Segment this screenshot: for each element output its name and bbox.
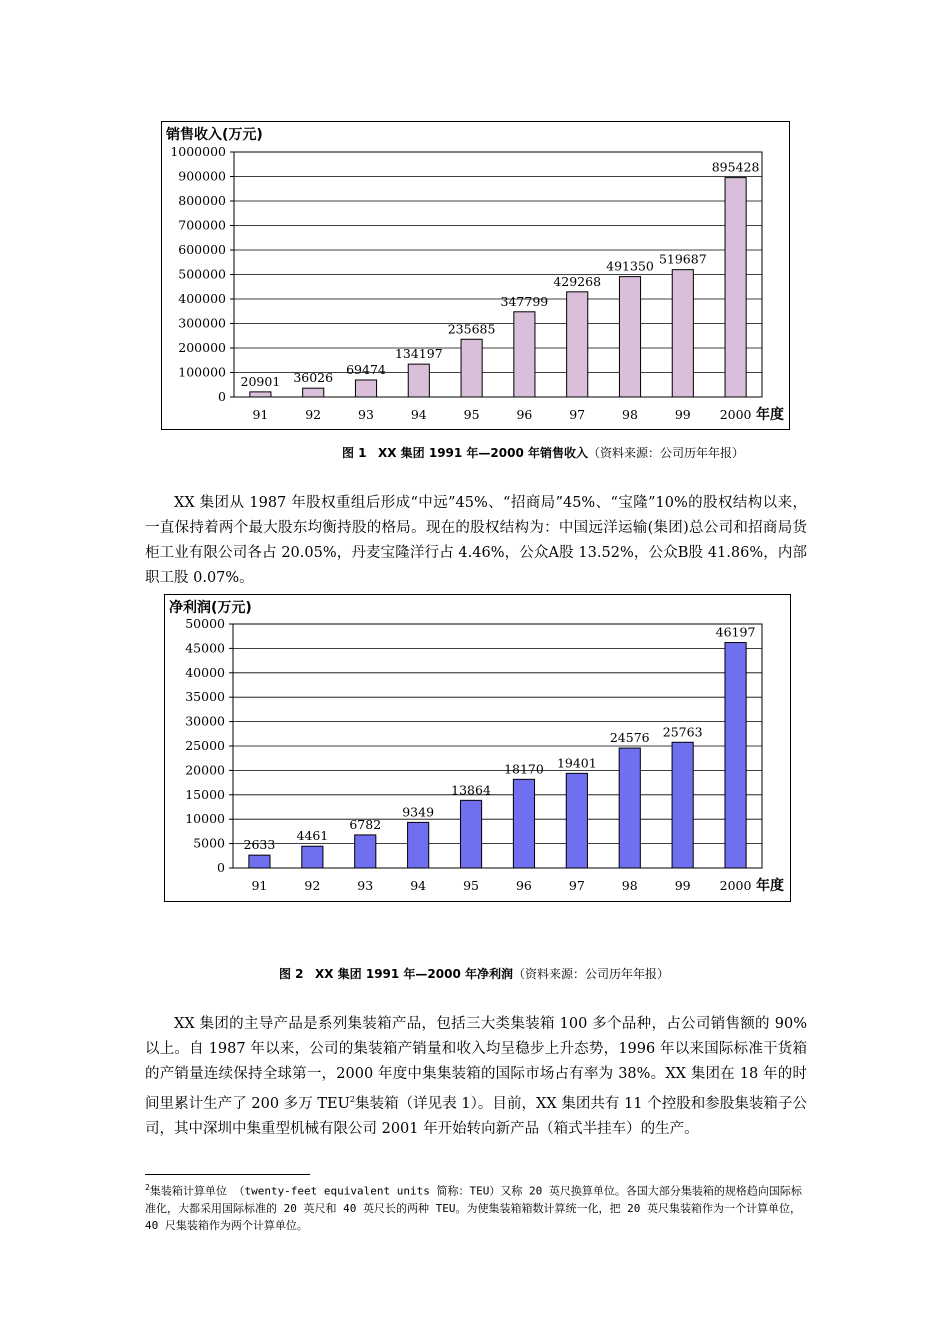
sales-chart-x-tick-label: 99: [674, 407, 691, 422]
sales-chart-bar: [514, 312, 535, 397]
sales-chart-y-tick-label: 100000: [178, 364, 226, 380]
profit-chart-x-tick-label: 2000: [719, 878, 752, 893]
profit-chart-bar: [672, 742, 693, 868]
profit-chart-data-label: 13864: [451, 782, 491, 798]
sales-chart-data-label: 69474: [346, 361, 386, 377]
profit-chart-x-tick-label: 98: [621, 878, 638, 893]
profit-chart-x-tick-label: 91: [251, 878, 268, 893]
profit-chart-data-label: 25763: [662, 724, 703, 740]
footnote-text: 集装箱计算单位 （twenty-feet equivalent units 简称：TEU）又称 20 英尺换算单位。各国大部分集装箱的规格趋向国际标准化，大都采用国际标准的 20 英尺和 40 英尺长的两种 TEU。为使集装箱箱数计算统一化，把 20 英尺集装箱作为一个计算单位，40 尺集装箱作为两个计算单位。: [145, 1184, 802, 1232]
sales-chart-x-tick-label: 95: [463, 407, 480, 422]
net-profit-chart: [164, 594, 791, 902]
footnote-divider: [145, 1174, 310, 1175]
sales-chart-data-label: 491350: [606, 258, 654, 274]
profit-chart-x-tick-label: 95: [463, 878, 480, 893]
profit-chart-data-label: 46197: [715, 624, 756, 640]
sales-chart-x-tick-label: 92: [305, 407, 322, 422]
profit-chart-data-label: 2633: [243, 837, 276, 853]
profit-chart-y-tick-label: 35000: [185, 689, 225, 705]
profit-chart-data-label: 4461: [296, 828, 329, 844]
paragraph-products-part-a: XX 集团的主导产品是系列集装箱产品，包括三大类集装箱 100 多个品种，占公司销售额的 90%以上。自 1987 年以来，公司的集装箱产销量和收入均呈稳步上升态势，1996 年以来国际标准干货箱的产销量连续保持全球第一，2000 年度中集集装箱的国际市场占有率为 38%。XX 集团在 18 年的时间里累计生产了 200 多万 TEU: [145, 1016, 807, 1112]
paragraph-products-part-b: 集装箱（详见表 1）。目前，XX 集团共有 11 个控股和参股集装箱子公司，其中深圳中集重型机械有限公司 2001 年开始转向新产品（箱式半挂车）的生产。: [145, 1095, 807, 1137]
sales-chart-y-axis-label: 销售收入(万元): [166, 127, 263, 143]
profit-chart-data-label: 6782: [349, 816, 382, 832]
sales-chart-x-axis-label: 年度: [756, 407, 784, 423]
sales-chart-x-tick-label: 91: [252, 407, 269, 422]
sales-chart-y-tick-label: 0: [218, 389, 226, 404]
figure-1-caption: [342, 444, 744, 461]
sales-chart-bar: [250, 392, 271, 397]
figure-1-number: 图 1: [342, 446, 367, 460]
profit-chart-x-tick-label: 97: [568, 878, 585, 893]
profit-chart-y-tick-label: 0: [217, 860, 225, 875]
profit-chart-bar: [566, 773, 587, 868]
profit-chart-x-tick-label: 96: [515, 878, 532, 893]
profit-chart-y-tick-label: 30000: [185, 713, 225, 729]
paragraph-ownership: [145, 491, 807, 591]
profit-chart-data-label: 19401: [556, 755, 597, 771]
profit-chart-bar: [355, 835, 376, 868]
profit-chart-bar: [513, 779, 534, 868]
paragraph-ownership-text: XX 集团从 1987 年股权重组后形成“中远”45%、“招商局”45%、“宝隆”10%的股权结构以来，一直保持着两个最大股东均衡持股的格局。现在的股权结构为：中国远洋运输(集团)总公司和招商局货柜工业有限公司各占 20.05%，丹麦宝隆洋行占 4.46%，公众A股 13.52%，公众B股 41.86%，内部职工股 0.07%。: [145, 495, 807, 586]
sales-chart-y-tick-label: 300000: [178, 315, 226, 331]
figure-1-source: （资料来源：公司历年年报）: [588, 446, 745, 460]
profit-chart-x-tick-label: 93: [357, 878, 374, 893]
profit-chart-x-tick-label: 99: [674, 878, 691, 893]
footnote: [145, 1179, 807, 1234]
sales-chart-y-tick-label: 200000: [178, 340, 226, 355]
profit-chart-data-label: 9349: [402, 804, 435, 820]
sales-revenue-chart: [161, 121, 790, 430]
sales-revenue-chart-svg: [162, 122, 789, 429]
footnote-marker: 2: [145, 1183, 150, 1192]
sales-chart-data-label: 519687: [658, 251, 707, 267]
profit-chart-bar: [249, 855, 270, 868]
sales-chart-data-label: 235685: [447, 321, 496, 337]
sales-chart-data-label: 134197: [394, 346, 443, 362]
sales-chart-x-tick-label: 94: [410, 407, 427, 422]
sales-chart-y-tick-label: 400000: [178, 291, 226, 306]
figure-1-title: XX 集团 1991 年—2000 年销售收入: [377, 446, 588, 460]
profit-chart-y-tick-label: 25000: [185, 738, 225, 753]
sales-chart-y-tick-label: 900000: [178, 168, 226, 184]
sales-chart-bar: [461, 339, 482, 397]
profit-chart-y-axis-label: 净利润(万元): [169, 600, 252, 616]
sales-chart-data-label: 20901: [240, 373, 281, 389]
profit-chart-bar: [460, 800, 481, 868]
figure-2-title: XX 集团 1991 年—2000 年净利润: [314, 967, 513, 981]
profit-chart-x-tick-label: 92: [304, 878, 321, 893]
sales-chart-bar: [355, 380, 376, 397]
profit-chart-bar: [408, 822, 429, 868]
sales-chart-y-tick-label: 700000: [178, 217, 226, 233]
sales-chart-data-label: 347799: [500, 293, 549, 309]
profit-chart-bar: [619, 748, 640, 868]
sales-chart-y-tick-label: 500000: [178, 266, 226, 282]
sales-chart-bar: [619, 277, 640, 397]
profit-chart-y-tick-label: 20000: [185, 762, 225, 778]
sales-chart-x-tick-label: 97: [569, 407, 586, 422]
sales-chart-bar: [303, 388, 324, 397]
sales-chart-bar: [725, 178, 746, 397]
profit-chart-data-label: 24576: [609, 730, 650, 746]
sales-chart-bar: [567, 292, 588, 397]
profit-chart-x-axis-label: 年度: [756, 878, 784, 894]
sales-chart-data-label: 429268: [553, 273, 602, 289]
sales-chart-y-tick-label: 800000: [178, 193, 226, 208]
profit-chart-y-tick-label: 10000: [185, 811, 225, 827]
sales-chart-x-tick-label: 2000: [719, 407, 752, 422]
profit-chart-bar: [725, 643, 746, 868]
figure-2-caption: [279, 965, 669, 982]
profit-chart-x-tick-label: 94: [410, 878, 427, 893]
sales-chart-bar: [672, 270, 693, 397]
footnote-ref: 2: [349, 1095, 355, 1104]
profit-chart-y-tick-label: 15000: [185, 786, 225, 802]
sales-chart-bar: [408, 364, 429, 397]
sales-chart-y-tick-label: 600000: [178, 242, 226, 257]
sales-chart-x-tick-label: 96: [516, 407, 533, 422]
profit-chart-y-tick-label: 45000: [185, 640, 225, 656]
net-profit-chart-svg: [165, 595, 790, 901]
sales-chart-data-label: 895428: [711, 159, 760, 175]
sales-chart-x-tick-label: 98: [622, 407, 638, 422]
figure-2-source: （资料来源：公司历年年报）: [513, 967, 670, 981]
profit-chart-y-tick-label: 40000: [185, 664, 225, 680]
profit-chart-bar: [302, 846, 323, 868]
profit-chart-y-tick-label: 5000: [193, 835, 225, 851]
sales-chart-y-tick-label: 1000000: [170, 144, 226, 159]
sales-chart-x-tick-label: 93: [358, 407, 374, 422]
profit-chart-y-tick-label: 50000: [185, 616, 225, 631]
paragraph-products-text: [145, 1012, 807, 1142]
paragraph-products: [145, 1012, 807, 1142]
profit-chart-data-label: 18170: [504, 761, 544, 777]
figure-2-number: 图 2: [279, 967, 304, 981]
sales-chart-data-label: 36026: [293, 370, 334, 386]
